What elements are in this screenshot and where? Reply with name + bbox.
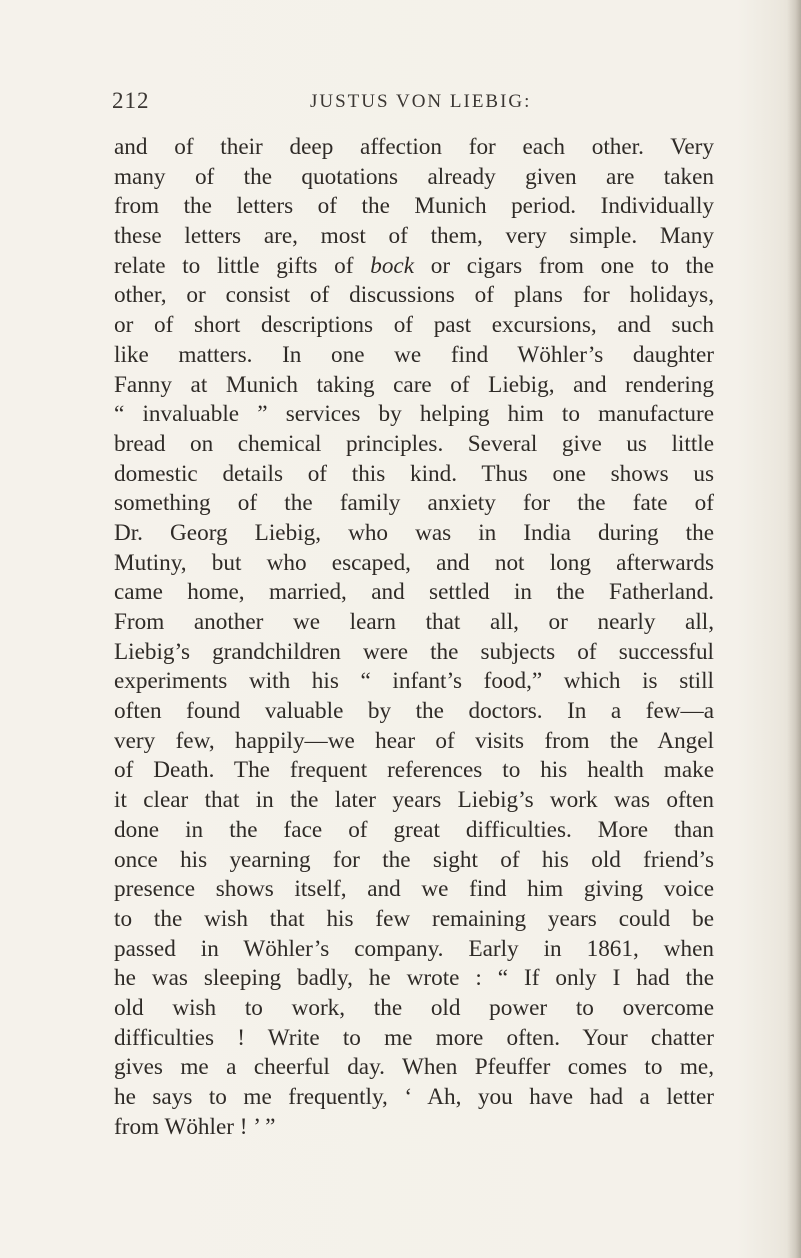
page-number: 212 xyxy=(112,88,150,113)
text-line: he says to me frequently, ‘ Ah, you have had a letter xyxy=(114,1084,714,1110)
text-line: old wish to work, the old power to overcome xyxy=(114,994,714,1021)
text-line: Mutiny, but who escaped, and not long afterwards xyxy=(114,549,714,576)
text-line: done in the face of great difficulties. More than xyxy=(114,816,714,843)
text-line: Dr. Georg Liebig, who was in India during the xyxy=(114,519,714,546)
text-line: and of their deep affection for each other. Very xyxy=(114,134,714,160)
text-line: “ invaluable ” services by helping him to manufacture xyxy=(114,401,714,428)
text-line: bread on chemical principles. Several give us little xyxy=(114,430,714,457)
text-line: other, or consist of discussions of plans for holidays, xyxy=(114,282,714,309)
text-line: passed in Wöhler’s company. Early in 1861, when xyxy=(114,935,714,962)
text-line: experiments with his “ infant’s food,” which is still xyxy=(114,668,714,695)
text-line: From another we learn that all, or nearly all, xyxy=(114,609,714,635)
text-line: many of the quotations already given are taken xyxy=(114,163,714,190)
running-head xyxy=(112,88,712,118)
text-line: from the letters of the Munich period. Individually xyxy=(114,193,714,220)
text-line: presence shows itself, and we find him giving voice xyxy=(114,876,714,903)
text-line-last: from Wöhler ! ’ ” xyxy=(114,1113,276,1140)
text-line: to the wish that his few remaining years could be xyxy=(114,905,714,932)
text-line: something of the family anxiety for the fate of xyxy=(114,490,714,517)
text-line: these letters are, most of them, very simple. Many xyxy=(114,223,714,250)
text-line: he was sleeping badly, he wrote : “ If only I had the xyxy=(114,965,714,992)
text-fragment: relate to little gifts of xyxy=(114,252,371,279)
italic-word: bock xyxy=(370,252,414,279)
body-text xyxy=(114,133,714,1142)
text-fragment: or cigars from one to the xyxy=(414,252,714,279)
text-line: it clear that in the later years Liebig’s work was often xyxy=(114,787,714,814)
text-line: gives me a cheerful day. When Pfeuffer comes to me, xyxy=(114,1054,714,1081)
text-line: often found valuable by the doctors. In a few—a xyxy=(114,698,714,725)
text-line: or of short descriptions of past excursions, and such xyxy=(114,312,714,339)
text-line: domestic details of this kind. Thus one shows us xyxy=(114,460,714,487)
running-title: JUSTUS VON LIEBIG: xyxy=(310,91,532,112)
page-edge-shadow xyxy=(787,0,801,1258)
text-line: difficulties ! Write to me more often. Your chatter xyxy=(114,1024,714,1051)
text-line: of Death. The frequent references to his health make xyxy=(114,757,714,784)
text-line-with-italic xyxy=(114,252,714,282)
text-line: once his yearning for the sight of his old friend’s xyxy=(114,846,714,873)
text-line: Liebig’s grandchildren were the subjects of successful xyxy=(114,638,714,665)
text-line: came home, married, and settled in the Fatherland. xyxy=(114,579,714,606)
text-line: very few, happily—we hear of visits from the Angel xyxy=(114,727,714,754)
text-line: like matters. In one we find Wöhler’s daughter xyxy=(114,341,714,368)
text-line: Fanny at Munich taking care of Liebig, and rendering xyxy=(114,371,714,398)
